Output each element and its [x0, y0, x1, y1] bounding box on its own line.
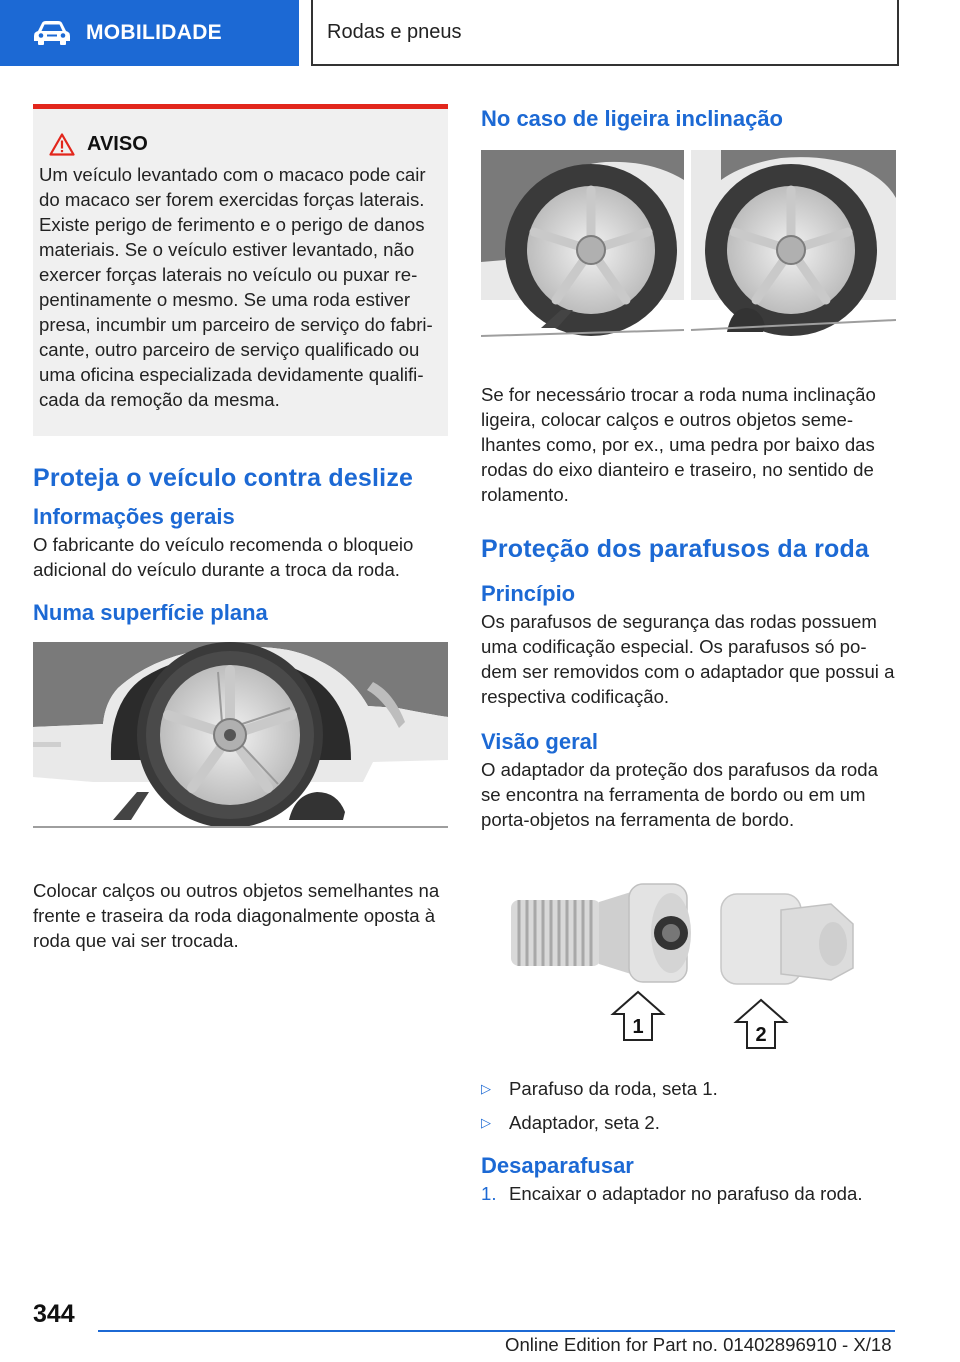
page-header [0, 0, 960, 66]
heading-overview: Visão geral [481, 729, 598, 754]
arrow-label-1: 1 [632, 1016, 644, 1038]
heading-principle: Princípio [481, 581, 576, 606]
bullet-triangle-icon: ▷ [481, 1081, 491, 1096]
footer-edition: Online Edition for Part no. 01402896910 - X/18 [505, 1334, 892, 1355]
list-item [481, 1076, 896, 1101]
warning-triangle-icon [49, 133, 75, 156]
list-item [481, 1110, 896, 1135]
chapter-label: MOBILIDADE [86, 21, 222, 44]
slope-illustration [481, 150, 896, 346]
overview-text: O adaptador da proteção dos parafusos da roda se encontra na ferramenta de bordo ou em um porta-objetos na ferramenta de bordo. [481, 759, 878, 830]
list-item-text: Adaptador, seta 2. [509, 1112, 660, 1133]
wheel-lock-adapter-illustration [481, 862, 896, 1062]
slope-text: Se for necessário trocar a roda numa inclinação ligeira, colocar calços e outros objetos semelhantes como, por ex., uma pedra por baixo das rodas do eixo dianteiro e traseiro, no sentido de rolamento. [481, 384, 876, 505]
warning-text: Um veículo levantado com o macaco pode cair do macaco ser forem exercidas forças laterais. Existe perigo de ferimento e o perigo de danos materiais. Se o veículo estiver levantado, não exercer forças laterais no veículo ou puxar repentinamente o mesmo. Se uma roda estiver presa, incumbir um parceiro de serviço do fabricante, outro parceiro de serviço qualificado ou uma oficina especializada devidamente qualificada da remoção da mesma. [39, 164, 433, 410]
heading-general-info: Informações gerais [33, 504, 235, 529]
car-icon [32, 19, 72, 47]
steps-list [481, 1181, 896, 1206]
parts-list [481, 1076, 896, 1135]
arrow-label-2: 2 [755, 1024, 767, 1046]
bullet-triangle-icon: ▷ [481, 1115, 491, 1130]
page-number: 344 [33, 1300, 75, 1328]
warning-header [39, 133, 440, 156]
heading-flat-surface: Numa superfície plana [33, 600, 268, 625]
flat-surface-illustration [33, 642, 448, 828]
left-column [33, 104, 448, 953]
step-text: Encaixar o adaptador no parafuso da roda. [509, 1183, 863, 1204]
right-column [481, 100, 896, 1206]
general-info-text: O fabricante do veículo recomenda o bloqueio adicional do veículo durante a troca da roda. [33, 534, 414, 580]
warning-box [33, 104, 448, 436]
section-title-slip: Proteja o veículo contra deslize [33, 464, 414, 492]
warning-title: AVISO [87, 133, 148, 155]
figure-baseline [33, 826, 448, 828]
heading-slight-slope: No caso de ligeira inclinação [481, 106, 783, 131]
step-item [481, 1181, 896, 1206]
list-item-text: Parafuso da roda, seta 1. [509, 1078, 718, 1099]
section-label: Rodas e pneus [327, 20, 462, 43]
step-number: 1. [481, 1183, 497, 1204]
chapter-tab[interactable] [0, 0, 299, 66]
section-tab[interactable] [311, 0, 899, 66]
flat-surface-text: Colocar calços ou outros objetos semelhantes na frente e traseira da roda diagonalmente oposta à roda que vai ser trocada. [33, 880, 440, 951]
footer-rule [98, 1330, 895, 1332]
heading-unscrew: Desaparafusar [481, 1153, 634, 1178]
section-title-wheel-lock: Proteção dos parafusos da roda [481, 535, 870, 563]
principle-text: Os parafusos de segurança das rodas possuem uma codificação especial. Os parafusos só podem ser removidos com o adaptador que possui a respectiva codificação. [481, 611, 895, 707]
